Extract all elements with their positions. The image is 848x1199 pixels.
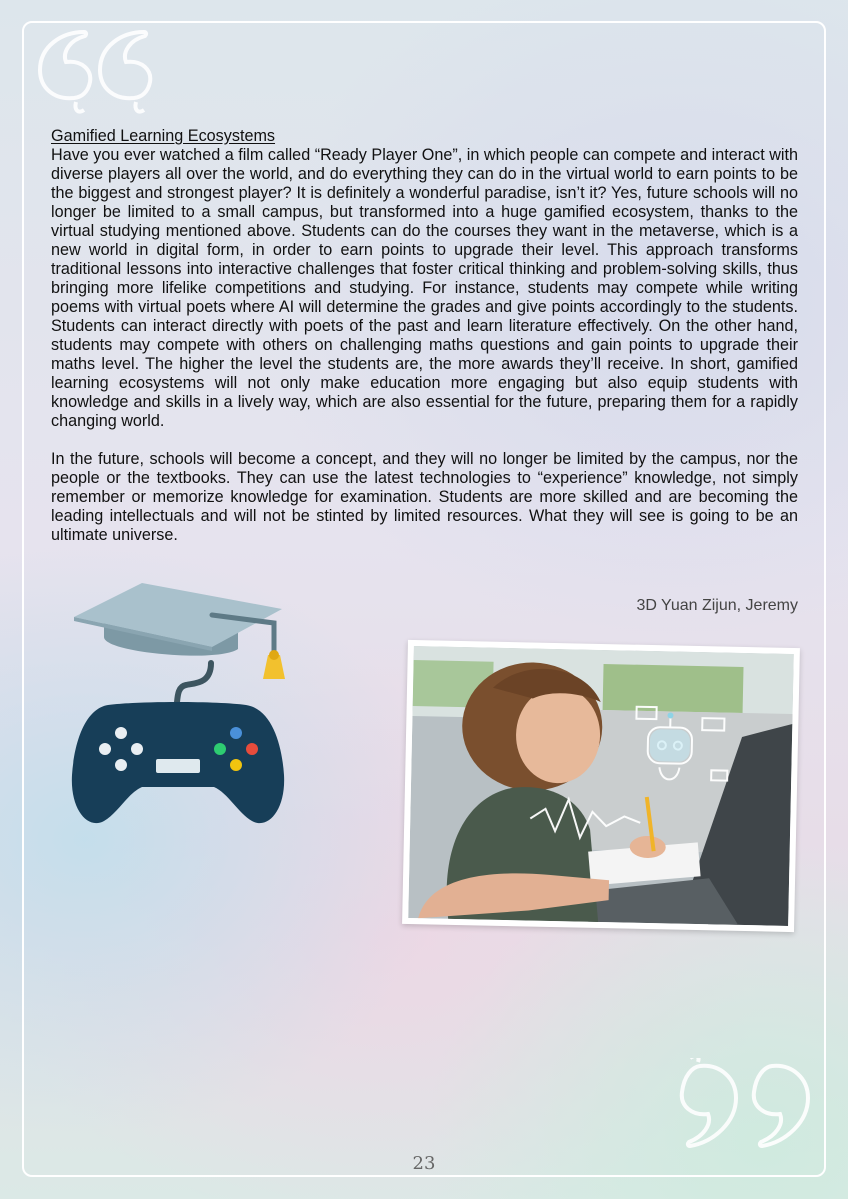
article-paragraph: In the future, schools will become a concept, and they will no longer be limited by the campus, nor the people or the textbooks. They can use the latest technologies to “experience” knowledge, not simply remember or memorize knowledge for examination. Students are more skilled and are becoming the leading intellectuals and will not be stinted by limited resources. What they will see is going to be an ultimate universe. (51, 450, 798, 544)
article-paragraph: Have you ever watched a film called “Ready Player One”, in which people can compete and interact with diverse players all over the world, and do everything they can do in the virtual world to earn points to be the biggest and strongest player? It is definitely a wonderful paradise, isn’t it? Yes, future schools will no longer be limited to a small campus, but transformed into a huge gamified ecosystem, thanks to the virtual studying mentioned above. Students can do the courses they want in the metaverse, which is a new world in digital form, in order to earn points to upgrade their level. This approach transforms traditional lessons into interactive challenges that foster critical thinking and problem-solving skills, thus bringing more lifelike competitions and studying. For instance, students may compete while writing poems with virtual poets where AI will determine the grades and give points accordingly to the students. Students can interact directly with poets of the past and learn literature effectively. On the other hand, students may compete with others on challenging maths questions and gain points to upgrade their maths level. The higher the level the students are, the more awards they’ll receive. In short, gamified learning ecosystems will not only make education more engaging but also equip students with knowledge and skills in a lively way, which are also essential for the future, preparing them for a rapidly changing world. (51, 146, 798, 430)
child-writing-at-laptop-with-ai-robot-photo (402, 640, 800, 932)
section-heading: Gamified Learning Ecosystems (51, 127, 276, 145)
article-body (51, 127, 798, 545)
photo-image (408, 646, 794, 926)
author-credit: 3D Yuan Zijun, Jeremy (636, 597, 798, 614)
open-quote-icon (30, 24, 160, 116)
page-number: 23 (412, 1153, 436, 1174)
graduation-cap-game-controller-icon (68, 575, 290, 830)
close-quote-icon (664, 1058, 816, 1158)
